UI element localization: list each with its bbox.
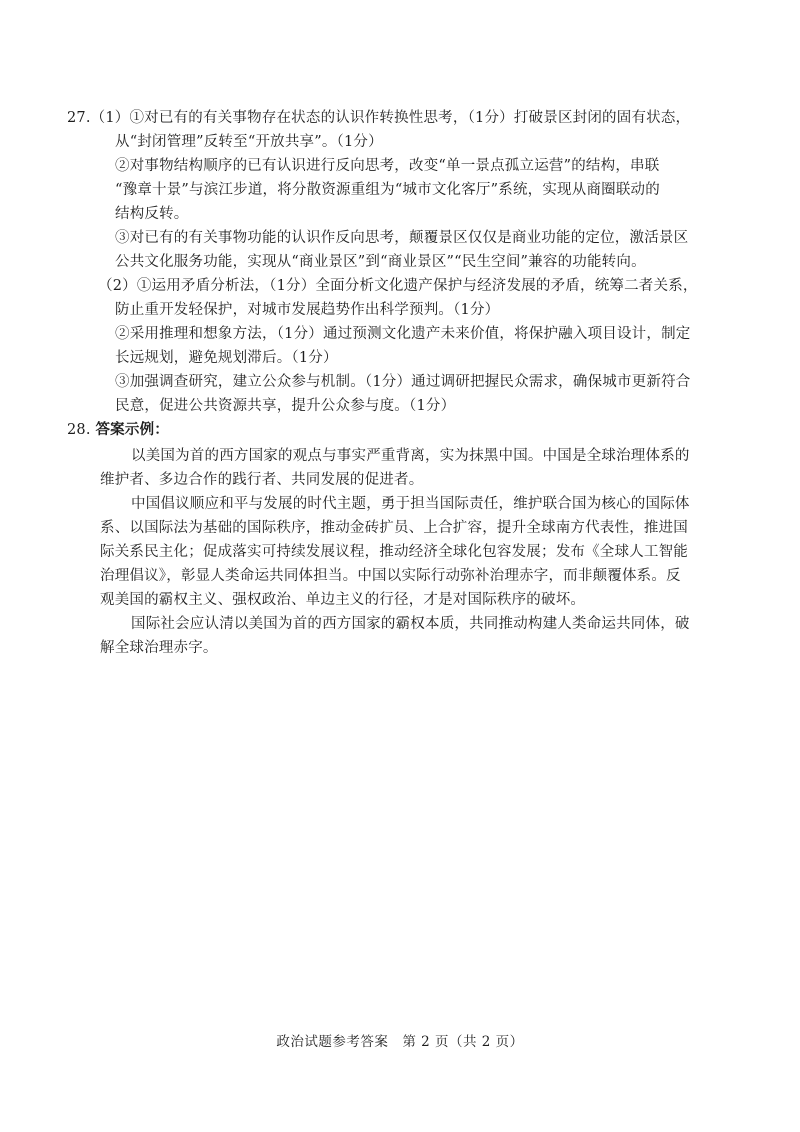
q28-line-4: 系、以国际法为基础的国际秩序，推动金砖扩员、上合扩容，提升全球南方代表性，推进国	[100, 520, 688, 536]
q28-line-9: 解全球治理赤字。	[100, 640, 218, 656]
q27-line-7: 公共文化服务功能，实现从“商业景区”到“商业景区”“民生空间”兼容的功能转向。	[115, 254, 646, 270]
q27-line-8: （2）①运用矛盾分析法，（1分）全面分析文化遗产保护与经济发展的矛盾，统筹二者关系，	[98, 278, 698, 294]
q28-line-7: 观美国的霸权主义、强权政治、单边主义的行径，才是对国际秩序的破坏。	[100, 592, 586, 608]
q27-line-4: “豫章十景”与滨江步道，将分散资源重组为“城市文化客厅”系统，实现从商圈联动的	[115, 182, 660, 198]
q28-line-8: 国际社会应认清以美国为首的西方国家的霸权本质，共同推动构建人类命运共同体，破	[131, 616, 690, 632]
q28-number: 28.	[67, 422, 91, 438]
q27-line-13: 民意，促进公共资源共享，提升公众参与度。（1分）	[115, 398, 456, 414]
q27-line-1: 27.（1）①对已有的有关事物存在状态的认识作转换性思考，（1分）打破景区封闭的固有状态，	[67, 110, 691, 126]
q28-line-3: 中国倡议顺应和平与发展的时代主题，勇于担当国际责任，维护联合国为核心的国际体	[131, 496, 690, 512]
q27-line-2: 从“封闭管理”反转至“开放共享”。（1分）	[115, 134, 383, 150]
q27-line-12: ③加强调查研究，建立公众参与机制。（1分）通过调研把握民众需求，确保城市更新符合	[115, 374, 691, 390]
q27-line-10: ②采用推理和想象方法，（1分）通过预测文化遗产未来价值，将保护融入项目设计，制定	[115, 326, 691, 342]
q27-line-11: 长远规划，避免规划滞后。（1分）	[115, 350, 338, 366]
q28-line-1: 以美国为首的西方国家的观点与事实严重背离，实为抹黑中国。中国是全球治理体系的	[131, 448, 690, 464]
q28-line-5: 际关系民主化；促成落实可持续发展议程，推动经济全球化包容发展；发布《全球人工智能	[100, 544, 688, 560]
page-footer: 政治试题参考答案 第 2 页（共 2 页）	[276, 1034, 524, 1050]
q27-line-5: 结构反转。	[115, 206, 189, 222]
q27-line-6: ③对已有的有关事物功能的认识作反向思考，颠覆景区仅仅是商业功能的定位，激活景区	[115, 230, 689, 246]
q28-line-2: 维护者、多边合作的践行者、共同发展的促进者。	[100, 472, 424, 488]
q28-heading-label: 答案示例：	[95, 421, 169, 438]
q28-heading	[67, 420, 169, 440]
q27-line-3: ②对事物结构顺序的已有认识进行反向思考，改变“单一景点孤立运营”的结构，串联	[115, 158, 660, 174]
q28-line-6: 治理倡议》，彰显人类命运共同体担当。中国以实际行动弥补治理赤字，而非颠覆体系。反	[100, 568, 681, 584]
q27-line-9: 防止重开发轻保护，对城市发展趋势作出科学预判。（1分）	[115, 302, 500, 318]
